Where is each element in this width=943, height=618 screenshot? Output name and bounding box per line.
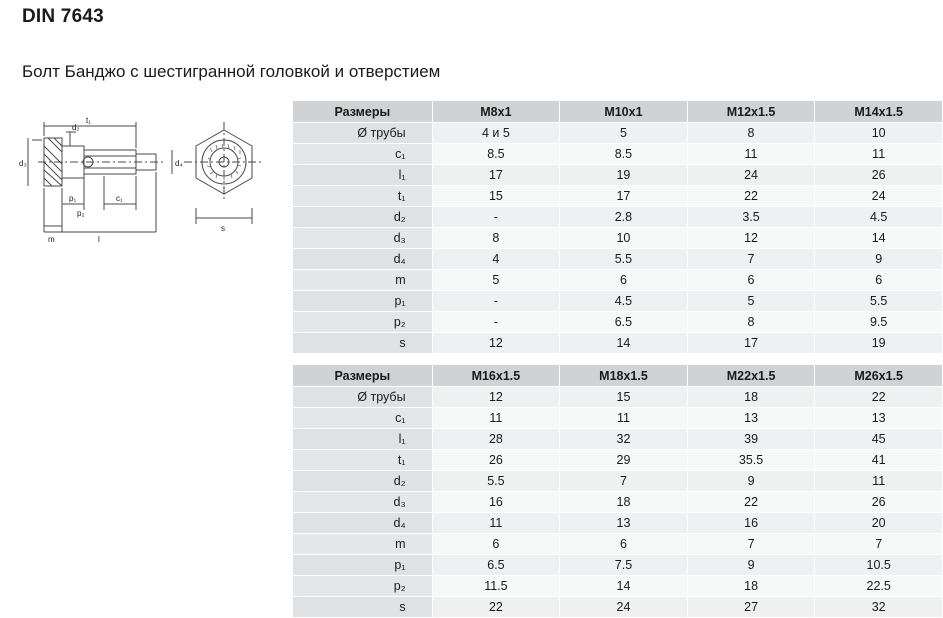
table-row <box>293 165 943 186</box>
row-label: t₁ <box>293 186 433 207</box>
drawing-label-c1: c₁ <box>116 194 123 203</box>
table-sizes-2 <box>292 364 943 618</box>
table-header-row <box>293 365 943 387</box>
cell: 22 <box>432 597 560 618</box>
row-label: d₃ <box>293 228 433 249</box>
cell: 8 <box>432 228 560 249</box>
cell: 8.5 <box>432 144 560 165</box>
column-header: Размеры <box>293 101 433 123</box>
cell: 9 <box>815 249 943 270</box>
cell: 17 <box>687 333 815 354</box>
table-row <box>293 471 943 492</box>
cell: 22.5 <box>815 576 943 597</box>
cell: 2.8 <box>560 207 688 228</box>
table-row <box>293 492 943 513</box>
drawing-label-l: l <box>98 235 100 244</box>
column-header: M26x1.5 <box>815 365 943 387</box>
cell: 11 <box>815 471 943 492</box>
cell: 22 <box>687 186 815 207</box>
table-row <box>293 228 943 249</box>
cell: 22 <box>815 387 943 408</box>
row-label: d₄ <box>293 249 433 270</box>
table-row <box>293 123 943 144</box>
cell: 20 <box>815 513 943 534</box>
table-row <box>293 144 943 165</box>
row-label: m <box>293 534 433 555</box>
cell: 7 <box>687 534 815 555</box>
cell: 3.5 <box>687 207 815 228</box>
row-label: Ø трубы <box>293 123 433 144</box>
drawing-label-t1: t₁ <box>86 116 91 125</box>
cell: 35.5 <box>687 450 815 471</box>
table-row <box>293 576 943 597</box>
table-row <box>293 513 943 534</box>
row-label: s <box>293 597 433 618</box>
column-header: M18x1.5 <box>560 365 688 387</box>
table-row <box>293 270 943 291</box>
cell: 11 <box>687 144 815 165</box>
drawing-label-d2: d₂ <box>72 123 80 132</box>
cell: 6 <box>815 270 943 291</box>
cell: 4 <box>432 249 560 270</box>
table-row <box>293 408 943 429</box>
cell: 45 <box>815 429 943 450</box>
cell: 11 <box>432 408 560 429</box>
row-label: p₁ <box>293 555 433 576</box>
row-label: m <box>293 270 433 291</box>
table-row <box>293 333 943 354</box>
cell: 10 <box>560 228 688 249</box>
column-header: M10x1 <box>560 101 688 123</box>
cell: 11 <box>432 513 560 534</box>
row-label: p₁ <box>293 291 433 312</box>
cell: 7 <box>687 249 815 270</box>
cell: 10.5 <box>815 555 943 576</box>
cell: 28 <box>432 429 560 450</box>
cell: 19 <box>560 165 688 186</box>
cell: 13 <box>560 513 688 534</box>
cell: 27 <box>687 597 815 618</box>
cell: 22 <box>687 492 815 513</box>
cell: 8 <box>687 123 815 144</box>
row-label: d₂ <box>293 471 433 492</box>
cell: 12 <box>432 387 560 408</box>
cell: 16 <box>432 492 560 513</box>
cell: 14 <box>815 228 943 249</box>
cell: 5.5 <box>815 291 943 312</box>
row-label: c₁ <box>293 408 433 429</box>
row-label: p₂ <box>293 576 433 597</box>
cell: 6.5 <box>560 312 688 333</box>
cell: 14 <box>560 333 688 354</box>
row-label: d₃ <box>293 492 433 513</box>
column-header: M12x1.5 <box>687 101 815 123</box>
page-title: DIN 7643 <box>22 6 104 27</box>
cell: 4 и 5 <box>432 123 560 144</box>
cell: 5.5 <box>432 471 560 492</box>
table-row <box>293 312 943 333</box>
cell: 15 <box>560 387 688 408</box>
cell: 9 <box>687 555 815 576</box>
row-label: p₂ <box>293 312 433 333</box>
cell: 24 <box>687 165 815 186</box>
cell: 7 <box>815 534 943 555</box>
cell: 6 <box>560 270 688 291</box>
cell: 10 <box>815 123 943 144</box>
cell: 8 <box>687 312 815 333</box>
column-header: M16x1.5 <box>432 365 560 387</box>
table-row <box>293 249 943 270</box>
cell: 13 <box>815 408 943 429</box>
cell: 4.5 <box>815 207 943 228</box>
cell: 26 <box>815 165 943 186</box>
cell: 5.5 <box>560 249 688 270</box>
table-row <box>293 387 943 408</box>
row-label: c₁ <box>293 144 433 165</box>
table-sizes-1 <box>292 100 943 354</box>
cell: 9 <box>687 471 815 492</box>
cell: 9.5 <box>815 312 943 333</box>
table-row <box>293 597 943 618</box>
cell: 16 <box>687 513 815 534</box>
cell: 5 <box>432 270 560 291</box>
table-header-row <box>293 101 943 123</box>
cell: 12 <box>432 333 560 354</box>
cell: 11 <box>560 408 688 429</box>
drawing-label-m: m <box>48 235 55 244</box>
cell: - <box>432 207 560 228</box>
technical-drawing <box>14 98 284 263</box>
cell: 11 <box>815 144 943 165</box>
drawing-label-s: s <box>221 224 225 233</box>
row-label: d₂ <box>293 207 433 228</box>
cell: - <box>432 312 560 333</box>
cell: 26 <box>432 450 560 471</box>
table-row <box>293 429 943 450</box>
cell: 5 <box>687 291 815 312</box>
cell: 11.5 <box>432 576 560 597</box>
cell: 41 <box>815 450 943 471</box>
cell: 6 <box>687 270 815 291</box>
page-subtitle: Болт Банджо с шестигранной головкой и отверстием <box>22 62 441 81</box>
table-row <box>293 186 943 207</box>
cell: 18 <box>560 492 688 513</box>
cell: 6 <box>560 534 688 555</box>
cell: 7.5 <box>560 555 688 576</box>
row-label: l₁ <box>293 429 433 450</box>
cell: 24 <box>560 597 688 618</box>
cell: 26 <box>815 492 943 513</box>
drawing-label-d4: d₄ <box>175 159 183 168</box>
cell: 18 <box>687 576 815 597</box>
row-label: t₁ <box>293 450 433 471</box>
cell: 15 <box>432 186 560 207</box>
table-row <box>293 207 943 228</box>
row-label: d₄ <box>293 513 433 534</box>
cell: 13 <box>687 408 815 429</box>
cell: - <box>432 291 560 312</box>
cell: 8.5 <box>560 144 688 165</box>
table-row <box>293 291 943 312</box>
table-row <box>293 555 943 576</box>
cell: 39 <box>687 429 815 450</box>
cell: 24 <box>815 186 943 207</box>
cell: 4.5 <box>560 291 688 312</box>
drawing-label-p2: p₂ <box>77 209 85 218</box>
cell: 18 <box>687 387 815 408</box>
column-header: M8x1 <box>432 101 560 123</box>
cell: 32 <box>560 429 688 450</box>
cell: 12 <box>687 228 815 249</box>
drawing-label-p1: p₁ <box>69 194 77 203</box>
cell: 29 <box>560 450 688 471</box>
row-label: l₁ <box>293 165 433 186</box>
column-header: M14x1.5 <box>815 101 943 123</box>
row-label: Ø трубы <box>293 387 433 408</box>
cell: 19 <box>815 333 943 354</box>
cell: 6.5 <box>432 555 560 576</box>
column-header: Размеры <box>293 365 433 387</box>
cell: 5 <box>560 123 688 144</box>
cell: 7 <box>560 471 688 492</box>
cell: 17 <box>560 186 688 207</box>
drawing-label-d3: d₃ <box>19 159 27 168</box>
table-row <box>293 450 943 471</box>
cell: 6 <box>432 534 560 555</box>
table-row <box>293 534 943 555</box>
column-header: M22x1.5 <box>687 365 815 387</box>
cell: 32 <box>815 597 943 618</box>
cell: 17 <box>432 165 560 186</box>
row-label: s <box>293 333 433 354</box>
cell: 14 <box>560 576 688 597</box>
